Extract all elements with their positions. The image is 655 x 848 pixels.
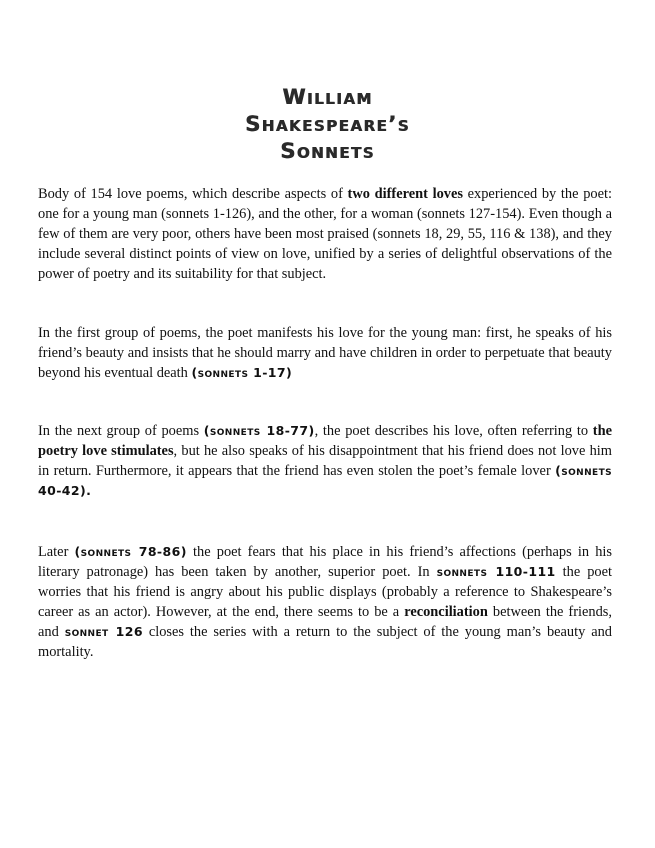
title-line-1: William: [282, 85, 373, 109]
paragraph-intro: [38, 184, 612, 284]
paragraph-next-group: [38, 421, 612, 501]
paragraph-text: the poet worries that his friend is angry about his public displays (probably a reference to Shakespeare’s career as an actor). However, at the end, there seems to be a: [38, 564, 612, 620]
paragraph-text: Body of 154 love poems, which describe aspects of: [38, 186, 348, 202]
sonnet-reference: (sonnets 40-42).: [38, 463, 612, 498]
sonnet-reference: sonnet 126: [64, 624, 143, 639]
sonnet-reference: (sonnets 1-17): [191, 365, 293, 380]
sonnet-reference: (sonnets 78-86): [74, 544, 187, 559]
title-line-2: Shakespeare’s: [245, 112, 410, 136]
emphasis-text: the poetry love stimulates: [38, 423, 612, 459]
document-title: [0, 84, 655, 165]
paragraph-text: experienced by the poet: one for a young man (sonnets 1-126), and the other, for a woman (sonnets 127-154). Even though a few of them are very poor, others have been most praised (sonnets 18, 29, 55, 116 & 138), and they include several distinct points of view on love, unified by a series of delightful observations of the power of poetry and its suitability for that subject.: [38, 186, 612, 282]
sonnet-reference: sonnets 110-111: [436, 564, 556, 579]
paragraph-text: the poet fears that his place in his friend’s affections (perhaps in his literary patronage) has been taken by another, superior poet. In: [38, 544, 613, 580]
paragraph-text: closes the series with a return to the subject of the young man’s beauty and mortality.: [38, 624, 612, 660]
paragraph-first-group: [38, 323, 612, 383]
emphasis-text: reconciliation: [404, 604, 488, 620]
paragraph-text: In the next group of poems: [38, 423, 204, 439]
title-line-3: Sonnets: [280, 139, 375, 163]
paragraph-text: , but he also speaks of his disappointment that his friend does not love him in return. Furthermore, it appears that the friend has even stolen the poet’s female lover: [38, 443, 612, 479]
paragraph-later-group: [38, 542, 612, 662]
paragraph-text: , the poet describes his love, often referring to: [314, 423, 593, 439]
paragraph-text: In the first group of poems, the poet manifests his love for the young man: first, he speaks of his friend’s beauty and insists that he should marry and have children in order to perpetuate that beauty beyond his eventual death: [38, 325, 612, 381]
paragraph-text: Later: [38, 544, 75, 560]
paragraph-text: between the friends, and: [38, 604, 612, 640]
sonnet-reference: (sonnets 18-77): [203, 423, 315, 438]
emphasis-text: two different loves: [347, 186, 463, 202]
